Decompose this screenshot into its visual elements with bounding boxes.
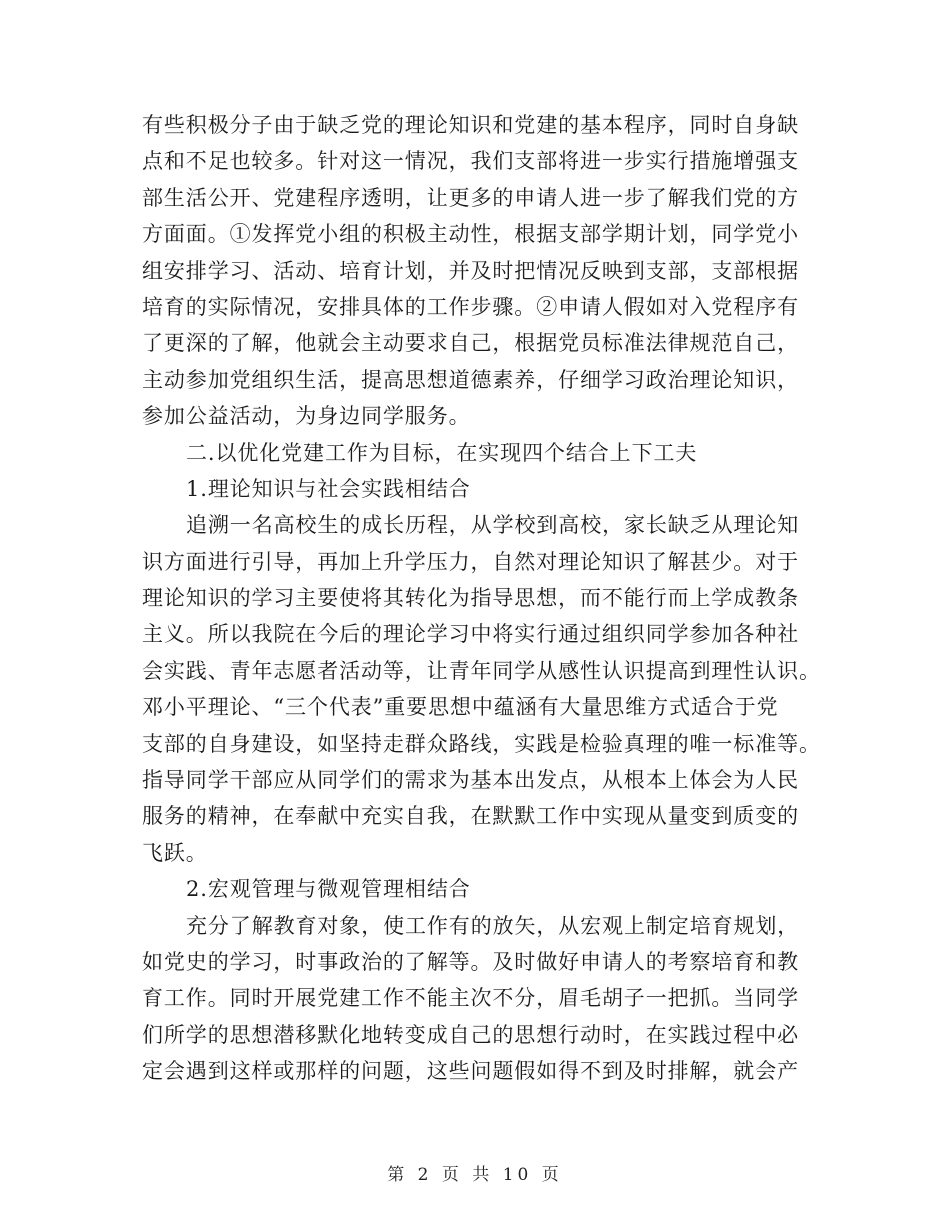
- text-line: 支部的自身建设，如坚持走群众路线，实践是检验真理的唯一标准等。: [142, 731, 821, 756]
- text-line: 了更深的了解，他就会主动要求自己，根据党员标准法律规范自己，: [142, 331, 799, 356]
- text-line: 定会遇到这样或那样的问题，这些问题假如得不到及时排解，就会产: [142, 1059, 799, 1084]
- text-line: 有些积极分子由于缺乏党的理论知识和党建的基本程序，同时自身缺: [142, 113, 799, 137]
- text-line: 二.以优化党建工作为目标，在实现四个结合上下工夫: [186, 440, 698, 465]
- text-line: 点和不足也较多。针对这一情况，我们支部将进一步实行措施增强支: [142, 149, 799, 174]
- text-line: 1.理论知识与社会实践相结合: [186, 476, 471, 501]
- page-number: 第 2 页 共 10 页: [387, 1165, 563, 1185]
- text-line: 追溯一名高校生的成长历程，从学校到高校，家长缺乏从理论知: [186, 513, 800, 538]
- text-line: 方面面。①发挥党小组的积极主动性，根据支部学期计划，同学党小: [142, 222, 799, 247]
- text-line: 识方面进行引导，再加上升学压力，自然对理论知识了解甚少。对于: [142, 549, 799, 574]
- text-line: 参加公益活动，为身边同学服务。: [142, 404, 471, 429]
- text-line: 培育的实际情况，安排具体的工作步骤。②申请人假如对入党程序有: [142, 294, 799, 319]
- text-line: 组安排学习、活动、培育计划，并及时把情况反映到支部，支部根据: [142, 258, 799, 283]
- text-line: 服务的精神，在奉献中充实自我，在默默工作中实现从量变到质变的: [142, 804, 799, 829]
- text-line: 邓小平理论、“三个代表”重要思想中蕴涵有大量思维方式适合于党: [142, 695, 779, 720]
- text-line: 会实践、青年志愿者活动等，让青年同学从感性认识提高到理性认识。: [142, 658, 821, 683]
- text-line: 们所学的思想潜移默化地转变成自己的思想行动时，在实践过程中必: [142, 1022, 799, 1047]
- text-line: 主动参加党组织生活，提高思想道德素养，仔细学习政治理论知识，: [142, 367, 799, 392]
- text-line: 部生活公开、党建程序透明，让更多的申请人进一步了解我们党的方: [142, 185, 799, 210]
- text-line: 飞跃。: [142, 840, 208, 865]
- text-line: 育工作。同时开展党建工作不能主次不分，眉毛胡子一把抓。当同学: [142, 986, 799, 1011]
- document-body: [142, 107, 821, 1090]
- text-line: 指导同学干部应从同学们的需求为基本出发点，从根本上体会为人民: [142, 768, 799, 793]
- text-line: 理论知识的学习主要使将其转化为指导思想，而不能行而上学成教条: [142, 586, 799, 611]
- text-line: 2.宏观管理与微观管理相结合: [186, 877, 471, 902]
- text-line: 主义。所以我院在今后的理论学习中将实行通过组织同学参加各种社: [142, 622, 799, 647]
- text-line: 如党史的学习，时事政治的了解等。及时做好申请人的考察培育和教: [142, 949, 799, 974]
- text-line: 充分了解教育对象，使工作有的放矢，从宏观上制定培育规划，: [186, 913, 800, 938]
